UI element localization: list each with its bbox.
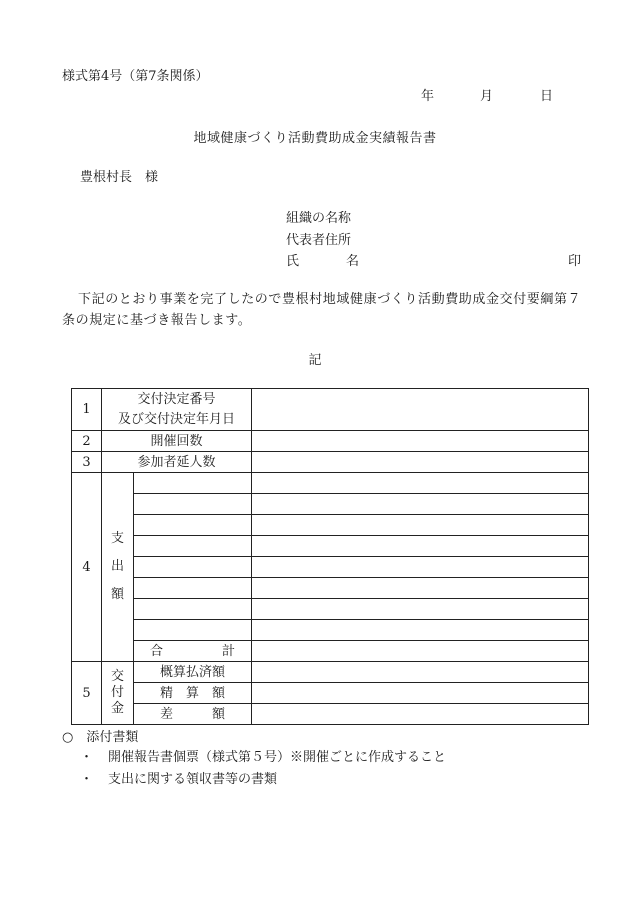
expense-item-cell[interactable] [134,473,252,494]
organization-name-label: 組織の名称 [286,211,352,226]
decision-number-label-line2: 及び交付決定年月日 [118,412,236,427]
ki-heading: 記 [308,353,322,368]
session-count-value[interactable] [252,431,589,452]
attachment-item-text: 支出に関する領収書等の書類 [108,772,278,787]
expense-item-cell[interactable] [134,557,252,578]
table-row [72,536,589,557]
bullet-icon: ・ [80,750,94,765]
table-row [72,641,589,662]
expense-item-cell[interactable] [134,536,252,557]
date-year-label: 年 [421,89,435,104]
expense-amount-cell[interactable] [252,536,589,557]
decision-number-value[interactable] [252,389,589,431]
advance-paid-label: 概算払済額 [134,662,252,683]
expense-item-cell[interactable] [134,515,252,536]
row-number: 2 [72,431,102,452]
advance-paid-value[interactable] [252,662,589,683]
addressee: 豊根村長 様 [80,170,159,185]
report-statement: 下記のとおり事業を完了したので豊根村地域健康づくり活動費助成金交付要綱第７条の規定に基づき報告します。 [62,292,582,328]
session-count-label: 開催回数 [102,431,252,452]
document-title: 地域健康づくり活動費助成金実績報告書 [193,131,437,146]
row-number: 1 [72,389,102,431]
grant-label-char: 金 [110,701,124,716]
table-row [72,599,589,620]
attachment-item-text: 開催報告書個票（様式第５号）※開催ごとに作成すること [108,750,447,765]
grant-label-char: 付 [110,685,124,700]
report-table [71,388,589,725]
attachment-item [80,746,446,765]
participant-count-label: 参加者延人数 [102,452,252,473]
row-number: 5 [72,662,102,725]
expense-item-cell[interactable] [134,620,252,641]
expense-amount-cell[interactable] [252,620,589,641]
table-row [72,704,589,725]
attachment-item [80,768,277,787]
attachments-heading: ○ 添付書類 [62,730,139,745]
difference-amount-label: 差 額 [134,704,252,725]
table-row [72,494,589,515]
table-row [72,389,589,431]
expense-item-cell[interactable] [134,599,252,620]
grant-label-char: 交 [110,669,124,684]
decision-number-label-line1: 交付決定番号 [137,392,216,407]
table-row [72,431,589,452]
form-number: 様式第4号（第7条関係） [62,69,209,84]
table-row [72,473,589,494]
table-row [72,557,589,578]
expense-amount-cell[interactable] [252,473,589,494]
table-row [72,662,589,683]
expense-amount-cell[interactable] [252,578,589,599]
bullet-icon: ・ [80,772,94,787]
decision-number-label [102,389,252,431]
expenditure-label-char: 額 [110,587,124,602]
expense-item-cell[interactable] [134,578,252,599]
settlement-amount-value[interactable] [252,683,589,704]
table-row [72,515,589,536]
representative-address-label: 代表者住所 [286,233,352,248]
date-month-label: 月 [480,89,494,104]
expense-total-label: 合 計 [134,641,252,662]
table-row [72,578,589,599]
table-row [72,452,589,473]
row-number: 3 [72,452,102,473]
name-label-first-char: 氏 [286,254,300,269]
participant-count-value[interactable] [252,452,589,473]
expense-amount-cell[interactable] [252,515,589,536]
expenditure-label-char: 出 [110,559,124,574]
settlement-amount-label: 精 算 額 [134,683,252,704]
expense-total-value[interactable] [252,641,589,662]
difference-amount-value[interactable] [252,704,589,725]
expense-amount-cell[interactable] [252,494,589,515]
expense-amount-cell[interactable] [252,557,589,578]
grant-label [102,662,134,725]
expense-amount-cell[interactable] [252,599,589,620]
expense-item-cell[interactable] [134,494,252,515]
table-row [72,683,589,704]
expenditure-label-char: 支 [110,531,124,546]
table-row [72,620,589,641]
date-day-label: 日 [540,89,554,104]
seal-mark: 印 [568,254,582,269]
name-label-second-char: 名 [346,254,360,269]
expenditure-label [102,473,134,662]
row-number: 4 [72,473,102,662]
